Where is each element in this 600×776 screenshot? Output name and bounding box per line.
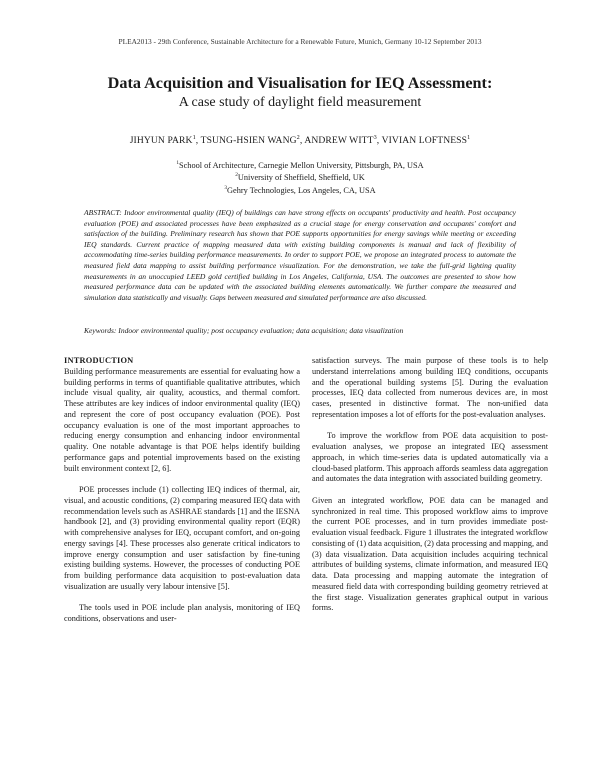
body-paragraph: satisfaction surveys. The main purpose of these tools is to help understand interrelations among building IEQ conditions, occupants and the operational building systems [5]. During the evaluation processes, IEQ data collected from numerous devices are, in most cases, presented in distinctive format. The non-unified data representation imposes a lot of efforts for the post-evaluation analyses. [312, 356, 548, 419]
keywords: Keywords: Indoor environmental quality; post occupancy evaluation; data acquisition; data visualization [84, 326, 404, 335]
affiliation [0, 172, 600, 184]
body-paragraph: Building performance measurements are essential for evaluating how a building performs in terms of quantifiable qualitative attributes, which include visual quality, air quality, acoustics, and thermal comfort. These attributes are key indices of indoor environmental quality (IEQ) and represent the core of post occupancy evaluation (POE). Post occupancy evaluation is one of the most important approaches to reducing energy consumption and enhancing indoor environmental quality. One notable advantage is that POE helps identify building performance gaps and potential improvements based on the existing built environment context [2, 6]. [64, 366, 300, 473]
author-affil-mark: 2 [296, 133, 300, 141]
affiliation-text: School of Architecture, Carnegie Mellon University, Pittsburgh, PA, USA [179, 161, 424, 170]
author-name: VIVIAN LOFTNESS [381, 135, 468, 146]
author-name: TSUNG-HSIEN WANG [200, 135, 297, 146]
left-column [64, 356, 300, 636]
affiliation-text: University of Sheffield, Sheffield, UK [237, 173, 365, 183]
affiliation [0, 185, 600, 197]
author-name: JIHYUN PARK [129, 135, 193, 146]
affiliation-mark: 2 [235, 172, 238, 179]
section-heading-introduction: INTRODUCTION [64, 356, 134, 365]
body-paragraph: The tools used in POE include plan analysis, monitoring of IEQ conditions, observations and user- [64, 603, 300, 623]
abstract: ABSTRACT: Indoor environmental quality (IEQ) of buildings can have strong effects on occupants' productivity and health. Post occupancy evaluation (POE) and associated processes have been emphasized as a crucial stage for energy conservation and occupants' comfort and satisfaction of the building. Preliminary research has shown that POE supports opportunities for energy savings while meeting or exceeding IEQ standards. Current practice of mapping measured data with existing building components is manual and lack of flexibility of accommodating time-series building performance measurements. In order to support POE, we propose an integrated process to automate the measured field data mapping to assist building performance visualization. For the demonstration, we take the full-grid lighting quality measurements in an unoccupied LEED gold certified building in Los Angeles, California, USA. The outcomes are presented to show how measured performance data can be updated with the associated building elements automatically. We further compare the measured and simulation data statistically and visually. Gaps between measured and simulated performance are also discussed. [84, 208, 516, 302]
body-paragraph: Given an integrated workflow, POE data can be managed and synchronized in real time. This proposed workflow aims to improve the current POE processes, and in turn provides immediate post-evaluation visual feedback. Figure 1 illustrates the integrated workflow consisting of (1) data acquisition, (2) data processing and mapping, and (3) data visualization. Data acquisition includes acquiring technical attributes of building systems, climate information, and measured IEQ data. Data processing and mapping automate the integration of measured field data with corresponding building geometry retrieved at the first stage. Visualization generates graphical output in various forms. [312, 495, 548, 613]
author-name: ANDREW WITT [304, 135, 374, 146]
affiliation-text: Gehry Technologies, Los Angeles, CA, USA [227, 185, 376, 195]
author-affil-mark: 1 [467, 133, 471, 141]
body-paragraph: To improve the workflow from POE data acquisition to post-evaluation analyses, we propose an integrated IEQ assessment approach, in which time-series data is updated automatically via a cloud-based platform. This approach affords seamless data aggregation and automates the data integration with associated building geometry. [312, 431, 548, 484]
affiliation-mark: 1 [176, 160, 179, 167]
author-list: JIHYUN PARK$^1$, TSUNG-HSIEN WANG$^2$, ANDREW WITT$^3$, VIVIAN LOFTNESS$^1$ [129, 133, 471, 146]
affiliation [0, 160, 600, 172]
author-affil-mark: 3 [373, 133, 377, 141]
body-paragraph: POE processes include (1) collecting IEQ indices of thermal, air, visual, and acoustic conditions, (2) comparing measured IEQ data with recommendation levels such as ASHRAE standards [1] and the IESNA handbook [2], and (3) providing environmental quality report (EQR) with comprehensive analyses for IEQ, occupant comfort, and on-going energy savings [4]. These processes also generate critical indicators to improve energy consumption and user satisfaction by fine-tuning existing building systems. However, the processes of conducting POE from building performance data acquisition to post-evaluation data visualization are usually very labour intensive [5]. [64, 485, 300, 591]
author-affil-mark: 1 [192, 133, 196, 141]
paper-subtitle: A case study of daylight field measurement [178, 95, 422, 110]
right-column [312, 356, 548, 625]
paper-title: Data Acquisition and Visualisation for IEQ Assessment: [107, 74, 493, 92]
affiliation-mark: 3 [224, 184, 228, 191]
running-header: PLEA2013 - 29th Conference, Sustainable Architecture for a Renewable Future, Munich, Germany 10-12 September 2013 [118, 37, 482, 46]
affiliations [0, 160, 600, 197]
